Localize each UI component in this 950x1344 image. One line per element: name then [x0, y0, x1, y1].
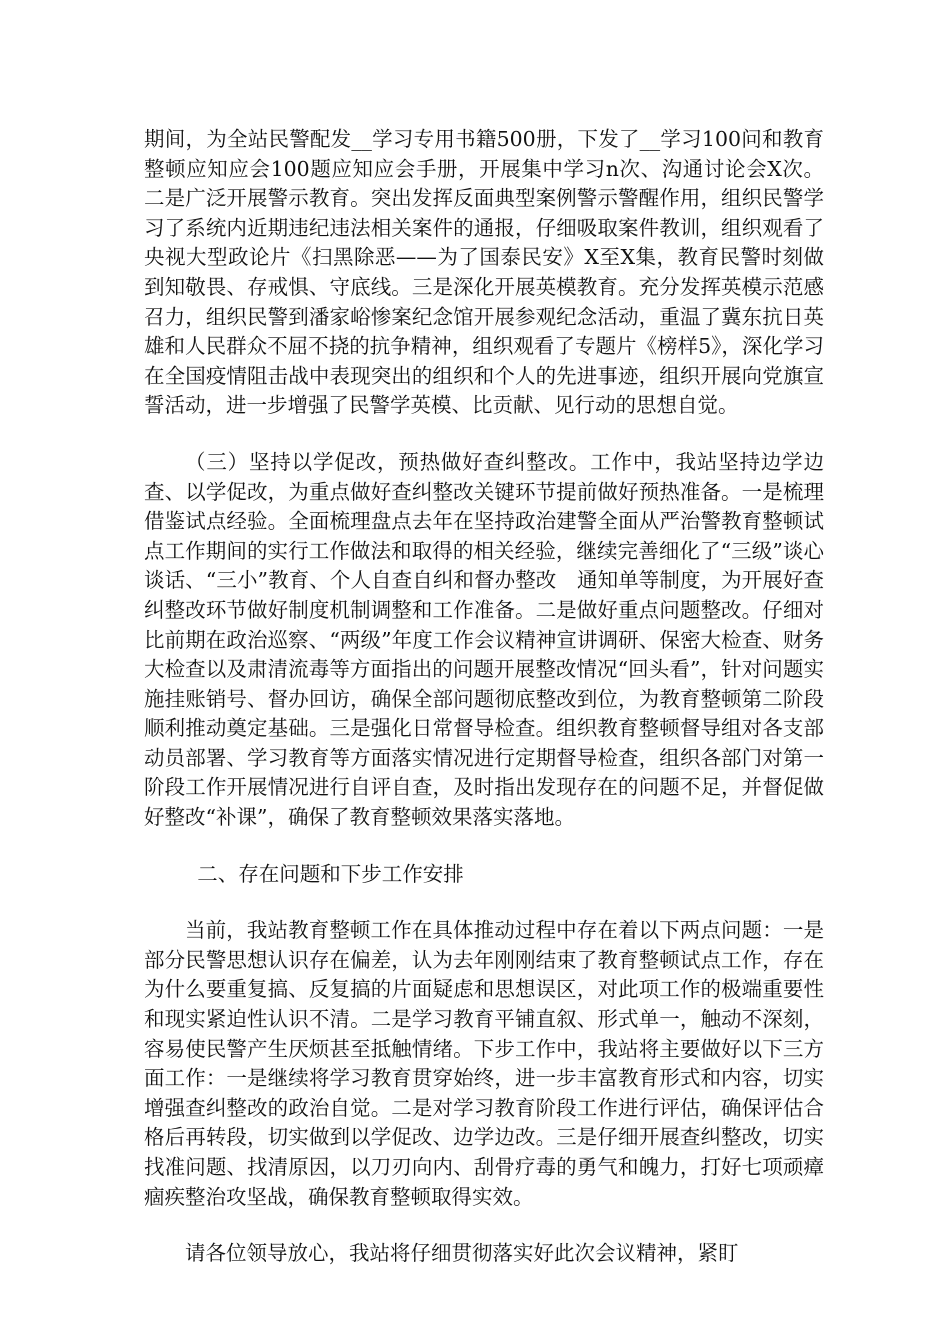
paragraph-problems: 当前，我站教育整顿工作在具体推动过程中存在着以下两点问题：一是部分民警思想认识存在偏差，认为去年刚刚结束了教育整顿试点工作，存在为什么要重复搞、反复搞的片面疑虑和思想误区，对此项工作的极端重要性和现实紧迫性认识不清。二是学习教育平铺直叙、形式单一，触动不深刻，容易使民警产生厌烦甚至抵触情绪。下步工作中，我站将主要做好以下三方面工作：一是继续将学习教育贯穿始终，进一步丰富教育形式和内容，切实增强查纠整改的政治自觉。二是对学习教育阶段工作进行评估，确保评估合格后再转段，切实做到以学促改、边学边改。三是仔细开展查纠整改，切实找准问题、找清原因，以刀刃向内、刮骨疗毒的勇气和魄力，打好七项顽瘴痼疾整治攻坚战，确保教育整顿取得实效。 [144, 918, 824, 1209]
paragraph-closing: 请各位领导放心，我站将仔细贯彻落实好此次会议精神，紧盯 [185, 1241, 739, 1266]
paragraph-section-three: （三）坚持以学促改，预热做好查纠整改。工作中，我站坚持边学边查、以学促改，为重点做好查纠整改关键环节提前做好预热准备。一是梳理借鉴试点经验。全面梳理盘点去年在坚持政治建警全面从严治警教育整顿试点工作期间的实行工作做法和取得的相关经验，继续完善细化了“三级”谈心谈话、“三小”教育、个人自查自纠和督办整改 通知单等制度，为开展好查纠整改环节做好制度机制调整和工作准备。二是做好重点问题整改。仔细对比前期在政治巡察、“两级”年度工作会议精神宣讲调研、保密大检查、财务大检查以及肃清流毒等方面指出的问题开展整改情况“回头看”，针对问题实施挂账销号、督办回访，确保全部问题彻底整改到位，为教育整顿第二阶段顺利推动奠定基础。三是强化日常督导检查。组织教育整顿督导组对各支部动员部署、学习教育等方面落实情况进行定期督导检查，组织各部门对第一阶段工作开展情况进行自评自查，及时指出发现存在的问题不足，并督促做好整改“补课”，确保了教育整顿效果落实落地。 [144, 449, 824, 830]
paragraph-continued: 期间，为全站民警配发__学习专用书籍500册，下发了__学习100问和教育整顿应知应会100题应知应会手册，开展集中学习n次、沟通讨论会X次。二是广泛开展警示教育。突出发挥反面典型案例警示警醒作用，组织民警学习了系统内近期违纪违法相关案件的通报，仔细吸取案件教训，组织观看了央视大型政论片《扫黑除恶——为了国泰民安》X至X集，教育民警时刻做到知敬畏、存戒惧、守底线。三是深化开展英模教育。充分发挥英模示范感召力，组织民警到潘家峪惨案纪念馆开展参观纪念活动，重温了冀东抗日英雄和人民群众不屈不挠的抗争精神，组织观看了专题片《榜样5》，深化学习在全国疫情阻击战中表现突出的组织和个人的先进事迹，组织开展向党旗宣誓活动，进一步增强了民警学英模、比贡献、见行动的思想自觉。 [144, 127, 824, 418]
section-heading: 二、存在问题和下步工作安排 [197, 861, 464, 886]
document-page [144, 125, 824, 1269]
